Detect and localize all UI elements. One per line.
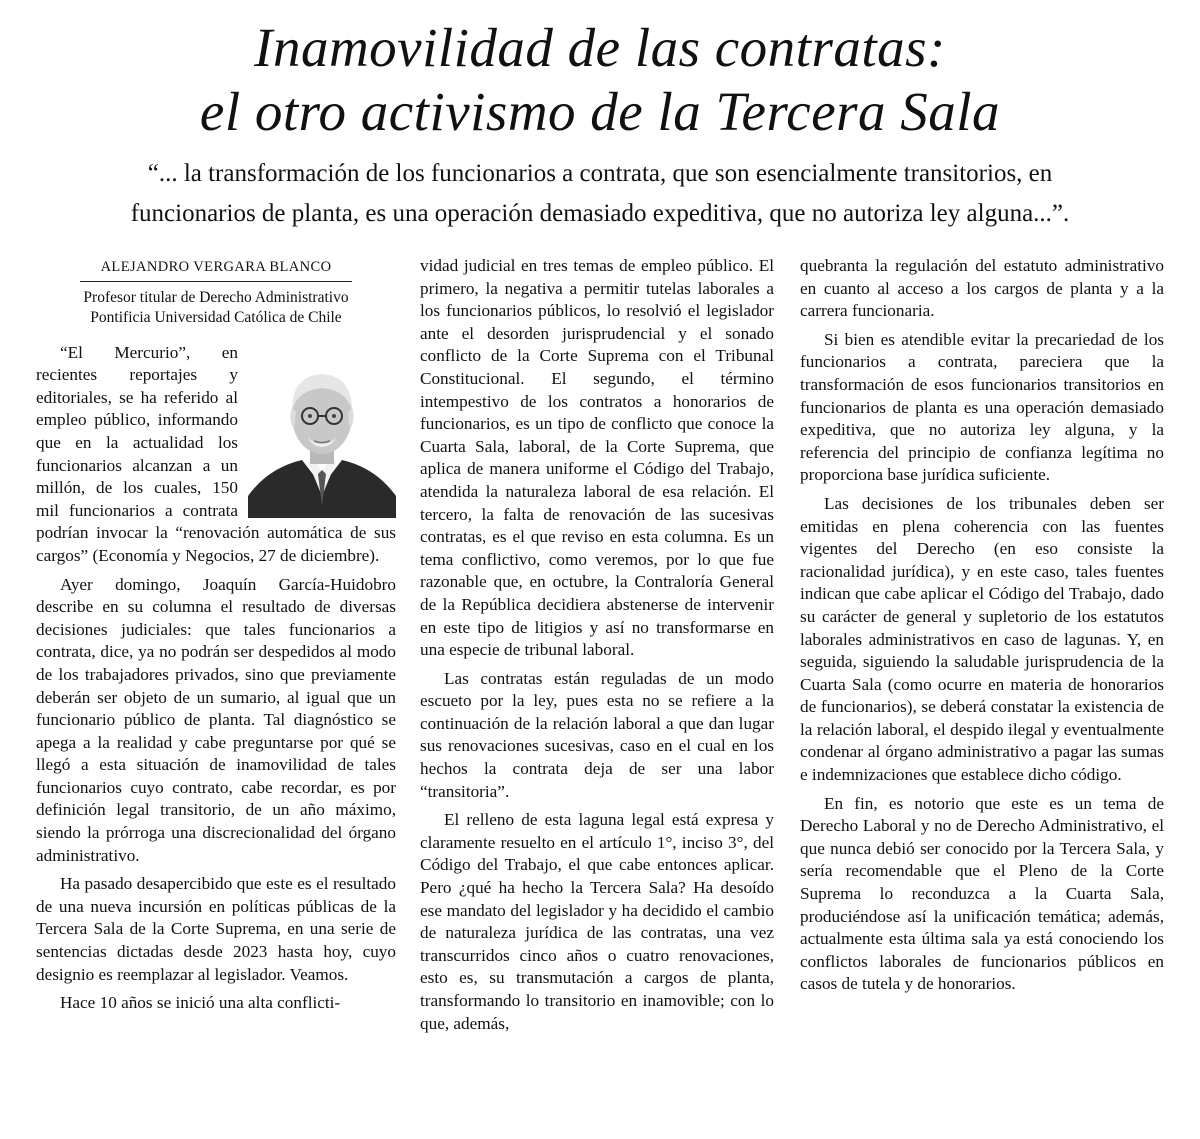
byline-author: ALEJANDRO VERGARA BLANCO: [36, 256, 396, 282]
author-portrait-icon: [248, 346, 396, 518]
article-column-2: [420, 255, 774, 1041]
headline-line-1: Inamovilidad de las contratas:: [254, 17, 946, 78]
paragraph-8: Las decisiones de los tribunales deben ser emitidas en plena coherencia con las fuentes vigentes del Derecho (en eso consiste la racionalidad jurídica), y en este caso, tales fuentes indican que cabe aplicar el Código del Trabajo, dado su carácter de general y supletorio de los estatutos laborales administrativos en caso de lagunas. Y, en seguida, siguiendo la saludable jurisprudencia de la Cuarta Sala (como ocurre en materia de honorarios de funcionarios), se deberá constatar la existencia de la relación laboral, el despido ilegal y eventualmente condenar al órgano administrativo a pagar las sumas e indemnizaciones que establece dicho código.: [800, 493, 1164, 785]
affiliation-line-1: Profesor titular de Derecho Administrativo: [83, 288, 349, 306]
paragraph-4-continued: vidad judicial en tres temas de empleo público. El primero, la negativa a permitir tutelas laborales a los funcionarios públicos, lo resolvió el legislador ante el desorden jurisprudencial y el sonado conflicto de la Corte Suprema con el Tribunal Constitucional. El segundo, el término intempestivo de los contratos a honorarios de funcionarios, es un tipo de conflicto que conoce la Cuarta Sala, laboral, de la Corte Suprema, que aplica de manera uniforme el Código del Trabajo, atendida la naturaleza laboral de esa relación. El tercero, la falta de renovación de las sucesivas contratas, es el que reviso en esta columna. Es un tema conflictivo, como veremos, por lo que fue razonable que, en octubre, la Contraloría General de la República decidiera abstenerse de intervenir en este tipo de litigios y así no transformarse en una especie de tribunal laboral.: [420, 256, 774, 660]
article-column-3: [800, 255, 1164, 1002]
lead-quote-line-1: “... la transformación de los funcionarios a contrata, que son esencialmente transitorios, en: [147, 160, 1053, 187]
paragraph-3: Ha pasado desapercibido que este es el resultado de una nueva incursión en políticas públicas de la Tercera Sala de la Corte Suprema, en una serie de sentencias dictadas desde 2023 hasta hoy, cuyo designio es reemplazar al legislador. Veamos.: [36, 874, 396, 984]
paragraph-2: Ayer domingo, Joaquín García-Huidobro describe en su columna el resultado de diversas decisiones judiciales: que tales funcionarios a contrata, dice, ya no podrán ser despedidos al modo de los trabajadores privados, sino que previamente deberán ser objeto de un sumario, al igual que un funcionario público de planta. Tal diagnóstico se apega a la realidad y cabe preguntarse por qué se llegó a esta situación de inamovilidad de tales funcionarios cuyo contrato, cabe recordar, es por definición legal transitorio, de un año máximo, siendo la prórroga una discrecionalidad del órgano administrativo.: [36, 574, 396, 865]
paragraph-7: Si bien es atendible evitar la precariedad de los funcionarios a contrata, pareciera que la transformación de esos funcionarios transitorios en funcionarios de planta es una operación demasiado expeditiva, que no autoriza ley alguna, y la referencia del principio de confianza legítima no proporciona base jurídica suficiente.: [800, 329, 1164, 485]
paragraph-4-start: Hace 10 años se inició una alta conflicti-: [60, 993, 341, 1013]
author-photo: [248, 346, 396, 518]
headline-line-2: el otro activismo de la Tercera Sala: [199, 81, 1001, 142]
paragraph-6-continued: quebranta la regulación del estatuto administrativo en cuanto al acceso a los cargos de planta y a la carrera funcionaria.: [800, 256, 1164, 321]
paragraph-9: En fin, es notorio que este es un tema de Derecho Laboral y no de Derecho Administrativo, el que nunca debió ser conocido por la Tercera Sala, y sería recomendable que el Pleno de la Corte Suprema lo reconduzca a la Cuarta Sala, produciéndose así la unificación temática; además, actualmente esta última sala ya está conociendo los conflictos laborales de funcionarios públicos en casos de tutela y de honorarios.: [800, 793, 1164, 994]
article-column-1: [36, 256, 396, 1021]
lead-quote-line-2: funcionarios de planta, es una operación demasiado expeditiva, que no autoriza ley alguna...”.: [130, 200, 1070, 227]
paragraph-6-start: El relleno de esta laguna legal está expresa y claramente resuelto en el artículo 1°, inciso 3°, del Código del Trabajo, el que cabe entonces aplicar. Pero ¿qué ha hecho la Tercera Sala? Ha desoído ese mandato del legislador y ha decidido el cambio de naturaleza jurídica de las contratas, una vez transcurridos cinco años o cuatro renovaciones, esto es, su transmutación a cargos de planta, transformando lo transitorio en inamovible; con lo que, además,: [420, 810, 774, 1033]
paragraph-5: Las contratas están reguladas de un modo escueto por la ley, pues esta no se refiere a la continuación de la relación laboral a que dan lugar sus renovaciones sucesivas, caso en el cual en los hechos la contrata deja de ser una labor “transitoria”.: [420, 668, 774, 801]
affiliation-line-2: Pontificia Universidad Católica de Chile: [90, 308, 342, 326]
headline: [0, 16, 1200, 144]
byline-affiliation: [36, 288, 396, 328]
paragraph-1: “El Mercurio”, en recientes reportajes y editoriales, se ha referido al empleo público, informando que en la actualidad los funcionarios alcanzan a un millón, de los cuales, 150 mil funcionarios a contrata podrían invocar la “renovación automática de sus cargos” (Economía y Negocios, 27 de diciembre).: [36, 342, 396, 565]
lead-quote: [40, 154, 1160, 234]
